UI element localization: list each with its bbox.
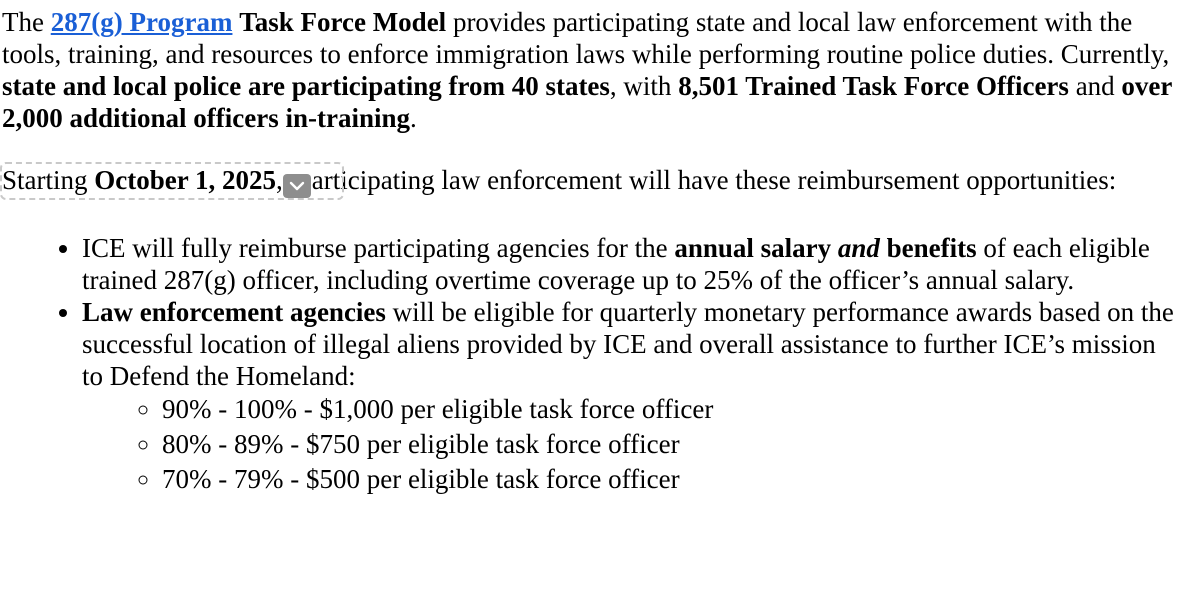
reimbursement-list (2, 232, 1182, 497)
start-date: October 1, 2025 (94, 165, 276, 195)
list-item (82, 296, 1182, 497)
bullet-1-text-1: ICE will fully reimburse participating agencies for the (82, 233, 675, 263)
intro-text-2: , with (609, 71, 679, 101)
bullet-2-text: will be eligible for quarterly monetary performance awards based on the successful location of illegal aliens provided by ICE and overall assistance to further ICE’s mission to Defend the Homeland: (82, 297, 1174, 391)
bullet-2-bold: Law enforcement agencies (82, 297, 386, 327)
list-item: ◦ 80% - 89% - $750 per eligible task force officer (162, 427, 1182, 462)
awards-list (82, 392, 1182, 497)
document-body (2, 6, 1182, 497)
program-link[interactable]: 287(g) Program (50, 7, 233, 37)
officers-in-training-text: over 2,000 additional officers in-training (2, 71, 1172, 133)
starting-prefix: Starting (2, 165, 95, 195)
intro-paragraph (2, 6, 1182, 134)
bullet-1-bold-1: annual salary (674, 233, 838, 263)
bullet-1-text-2: of each eligible trained 287(g) officer, including overtime coverage up to 25% of the officer’s annual salary. (82, 233, 1150, 295)
task-force-model-label: Task Force Model (239, 7, 447, 37)
intro-the: The (2, 7, 51, 37)
list-item (82, 232, 1182, 296)
intro-text-4: . (410, 103, 417, 133)
trained-officers-text: 8,501 Trained Task Force Officers (678, 71, 1069, 101)
starting-comma: , (275, 165, 283, 195)
bullet-1-bold-2: benefits (879, 233, 977, 263)
bullet-1-bold-italic: and (837, 233, 880, 263)
selection-toggle-button[interactable] (283, 174, 311, 198)
intro-text-1: provides participating state and local law enforcement with the tools, training, and resources to enforce immigration laws while performing routine police duties. Currently, (2, 7, 1170, 69)
chevron-down-icon (289, 180, 305, 192)
states-participating-text: state and local police are participating from 40 states (2, 71, 610, 101)
starting-rest: articipating law enforcement will have these reimbursement opportunities: (311, 165, 1117, 195)
list-item: ◦ 70% - 79% - $500 per eligible task force officer (162, 462, 1182, 497)
list-item: ◦ 90% - 100% - $1,000 per eligible task force officer (162, 392, 1182, 427)
starting-paragraph (2, 164, 1182, 198)
intro-text-3: and (1068, 71, 1122, 101)
